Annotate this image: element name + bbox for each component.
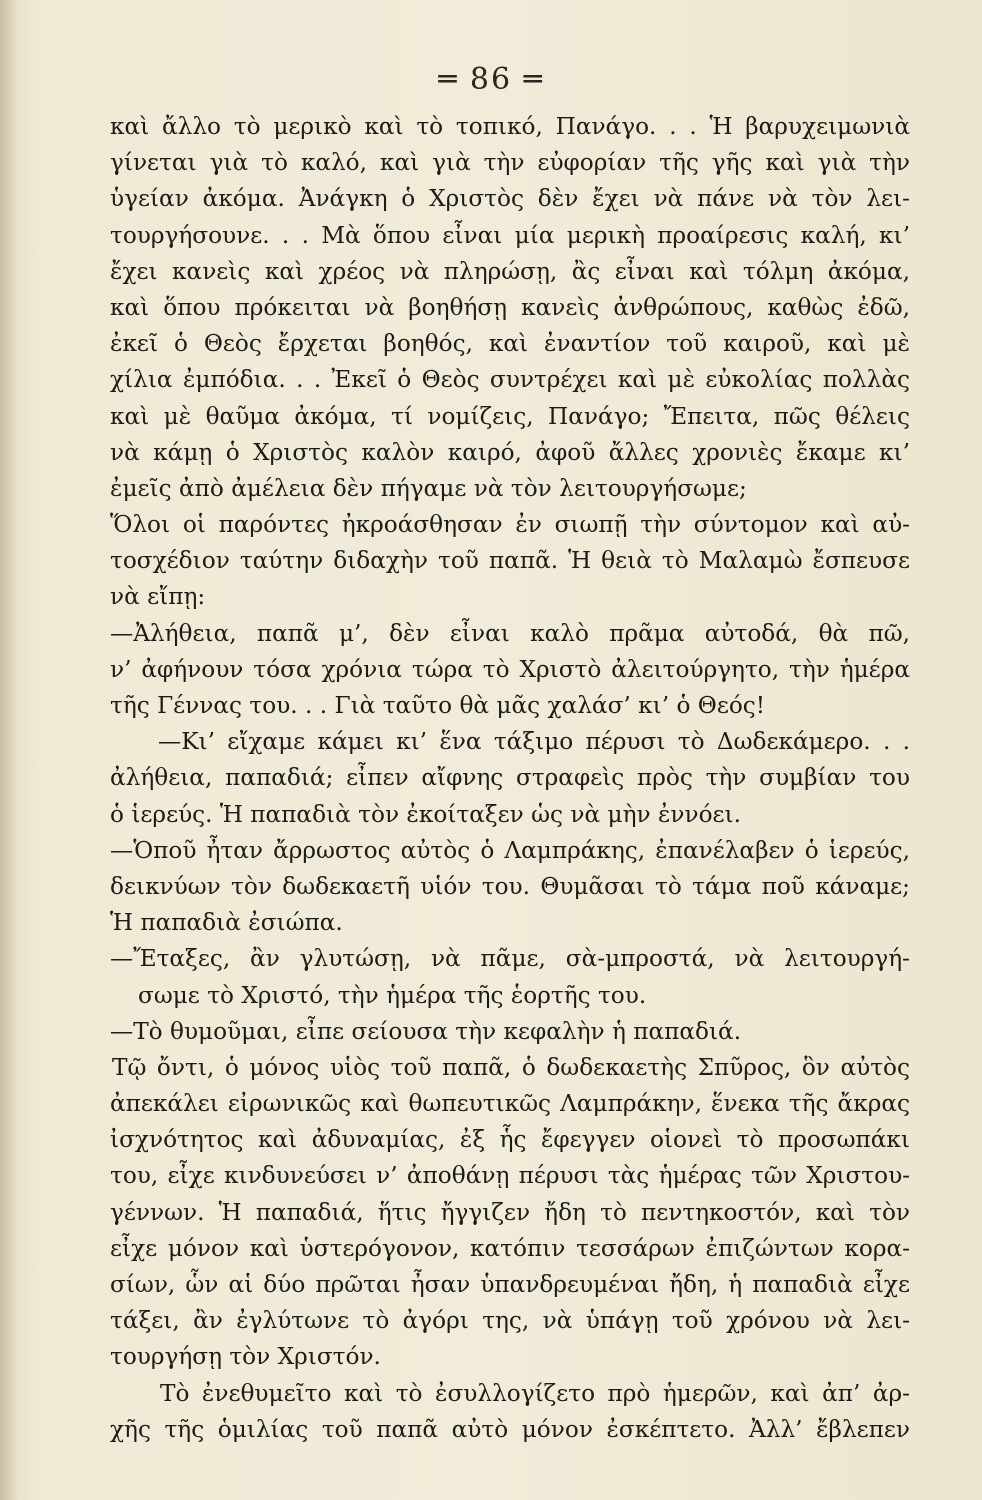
text-line: Τὸ ἐνεθυμεῖτο καὶ τὸ ἐσυλλογίζετο πρὸ ἡμερῶν, καὶ ἀπ’ ἀρ- [160,1379,910,1407]
text-line: —Ἔταξες, ἂν γλυτώσῃ, νὰ πᾶμε, σὰ-μπροστά, νὰ λειτουργή- [110,945,910,973]
page-number: ═ 86 ═ [438,62,544,97]
text-line: Ὅλοι οἱ παρόντες ἠκροάσθησαν ἐν σιωπῇ τὴν σύντομον καὶ αὐ- [110,511,910,539]
text-line: ὑγείαν ἀκόμα. Ἀνάγκη ὁ Χριστὸς δὲν ἔχει νὰ πάνε νὰ τὸν λει- [110,185,910,213]
text-line: ἀπεκάλει εἰρωνικῶς καὶ θωπευτικῶς Λαμπράκην, ἕνεκα τῆς ἄκρας [110,1090,910,1118]
text-line: σωμε τὸ Χριστό, τὴν ἡμέρα τῆς ἑορτῆς του. [138,981,647,1009]
text-line: χίλια ἐμπόδια. . . Ἐκεῖ ὁ Θεὸς συντρέχει καὶ μὲ εὐκολίας πολλὰς [110,366,910,394]
text-line: γέννων. Ἡ παπαδιά, ἥτις ἤγγιζεν ἤδη τὸ πεντηκοστόν, καὶ τὸν [110,1198,910,1226]
text-line: —Ἀλήθεια, παπᾶ μ’, δὲν εἶναι καλὸ πρᾶμα αὐτοδά, θὰ πῶ, [110,619,910,647]
text-line: νὰ εἴπῃ: [110,583,206,611]
text-line: ν’ ἀφήνουν τόσα χρόνια τώρα τὸ Χριστὸ ἀλειτούργητο, τὴν ἡμέρα [110,655,910,683]
text-line: τῆς Γέννας του. . . Γιὰ ταῦτο θὰ μᾶς χαλάσ’ κι’ ὁ Θεός! [110,692,766,719]
text-line: ἀλήθεια, παπαδιά; εἶπεν αἴφνης στραφεὶς πρὸς τὴν συμβίαν του [110,764,910,792]
text-line: τουργήσουνε. . . Μὰ ὅπου εἶναι μία μερικὴ προαίρεσις καλή, κι’ [110,221,910,249]
text-line: σίων, ὧν αἱ δύο πρῶται ἦσαν ὑπανδρευμέναι ἤδη, ἡ παπαδιὰ εἶχε [110,1271,910,1298]
page-gutter-shadow [0,0,18,1500]
text-line: καὶ ἄλλο τὸ μερικὸ καὶ τὸ τοπικό, Πανάγο. . . Ἡ βαρυχειμωνιὰ [110,113,910,140]
text-line: ἐμεῖς ἀπὸ ἀμέλεια δὲν πήγαμε νὰ τὸν λειτουργήσωμε; [110,474,747,502]
text-line: τοσχέδιον ταύτην διδαχὴν τοῦ παπᾶ. Ἡ θειὰ τὸ Μαλαμὼ ἔσπευσε [110,547,910,575]
text-line: —Τὸ θυμοῦμαι, εἶπε σείουσα τὴν κεφαλὴν ἡ παπαδιά. [110,1017,742,1045]
text-line: καὶ ὅπου πρόκειται νὰ βοηθήσῃ κανεὶς ἀνθρώπους, καθὼς ἐδῶ, [110,293,910,321]
text-line: δεικνύων τὸν δωδεκαετῆ υἱόν του. Θυμᾶσαι τὸ τάμα ποῦ κάναμε; [110,872,910,900]
text-line: καὶ μὲ θαῦμα ἀκόμα, τί νομίζεις, Πανάγο; Ἔπειτα, πῶς θέλεις [110,402,910,430]
text-line: τάξει, ἂν ἐγλύτωνε τὸ ἀγόρι της, νὰ ὑπάγῃ τοῦ χρόνου νὰ λει- [110,1307,910,1335]
text-line: τουργήσῃ τὸν Χριστόν. [110,1343,381,1371]
text-line: του, εἶχε κινδυνεύσει ν’ ἀποθάνῃ πέρυσι τὰς ἡμέρας τῶν Χριστου- [110,1162,910,1190]
text-line: —Ὁποῦ ἦταν ἄρρωστος αὐτὸς ὁ Λαμπράκης, ἐπανέλαβεν ὁ ἱερεύς, [110,836,910,864]
text-line: ἰσχνότητος καὶ ἀδυναμίας, ἐξ ἧς ἔφεγγεν οἱονεὶ τὸ προσωπάκι [110,1126,910,1154]
text-line: εἶχε μόνον καὶ ὑστερόγονον, κατόπιν τεσσάρων ἐπιζώντων κορα- [110,1234,910,1262]
text-line: χῆς τῆς ὁμιλίας τοῦ παπᾶ αὐτὸ μόνον ἐσκέπτετο. Ἀλλ’ ἔβλεπεν [110,1415,910,1443]
text-line: Ἡ παπαδιὰ ἐσιώπα. [110,909,343,937]
body-text [110,109,910,1448]
text-line: ἔχει κανεὶς καὶ χρέος νὰ πληρώσῃ, ἂς εἶναι καὶ τόλμη ἀκόμα, [110,257,910,285]
text-line: νὰ κάμῃ ὁ Χριστὸς καλὸν καιρό, ἀφοῦ ἄλλες χρονιὲς ἔκαμε κι’ [110,438,910,466]
text-line: —Κι’ εἴχαμε κάμει κι’ ἕνα τάξιμο πέρυσι τὸ Δωδεκάμερο. . . [158,728,910,756]
text-line: ὁ ἱερεύς. Ἡ παπαδιὰ τὸν ἐκοίταξεν ὡς νὰ μὴν ἐννόει. [110,800,742,828]
text-line: ἐκεῖ ὁ Θεὸς ἔρχεται βοηθός, καὶ ἐναντίον τοῦ καιροῦ, καὶ μὲ [110,330,910,358]
text-line: γίνεται γιὰ τὸ καλό, καὶ γιὰ τὴν εὐφορίαν τῆς γῆς καὶ γιὰ τὴν [110,149,910,177]
text-line: Τῷ ὄντι, ὁ μόνος υἱὸς τοῦ παπᾶ, ὁ δωδεκαετὴς Σπῦρος, ὃν αὐτὸς [112,1053,910,1081]
